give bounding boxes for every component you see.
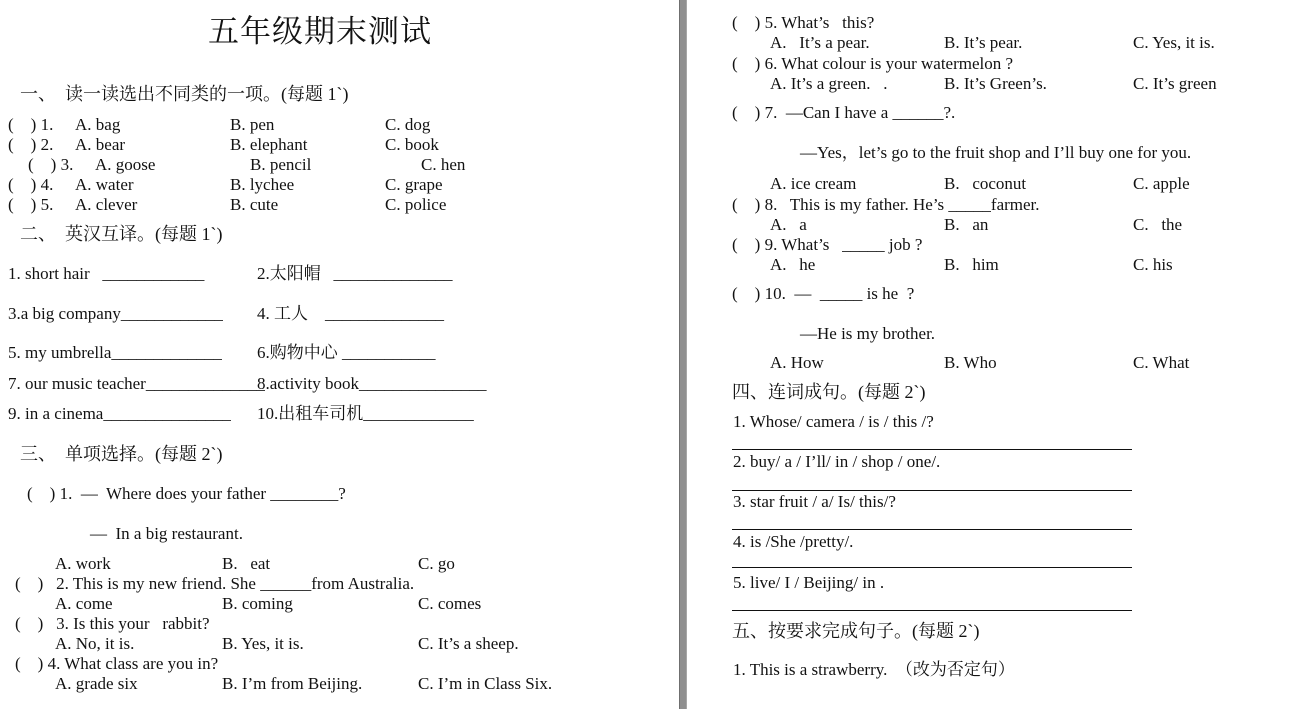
translate-right: 10.出租车司机_____________ xyxy=(257,404,474,423)
option-c: C. It’s green xyxy=(1133,74,1217,93)
translate-right: 6.购物中心 ___________ xyxy=(257,343,436,362)
options-row xyxy=(55,594,481,614)
answer-blank-line xyxy=(732,567,1132,568)
option-c: C. grape xyxy=(385,175,443,194)
answer-paren: ( ) 5. xyxy=(8,195,54,214)
s2-translate-row xyxy=(8,264,453,284)
option-a: A. a xyxy=(770,215,807,234)
s1-question-row xyxy=(8,175,443,195)
answer-blank-line xyxy=(732,610,1132,611)
option-a: A. he xyxy=(770,255,816,274)
sentence-item: 3. star fruit / a/ Is/ this/? xyxy=(733,492,896,511)
option-a: A. It’s a green. . xyxy=(770,74,888,93)
question-reply: —He is my brother. xyxy=(800,324,936,343)
option-c: C. hen xyxy=(421,155,466,174)
question-line: ( ) 9. What’s _____ job ? xyxy=(732,235,923,254)
option-c: C. the xyxy=(1133,215,1183,234)
section5-heading: 五、按要求完成句子。(每题 2`) xyxy=(732,621,980,641)
option-b: B. coming xyxy=(222,594,293,613)
option-c: C. It’s a sheep. xyxy=(418,634,519,653)
options-row xyxy=(770,215,1182,235)
option-c: C. What xyxy=(1133,353,1190,372)
question-line: ( ) 10. — _____ is he ? xyxy=(732,284,915,303)
translate-left: 9. in a cinema_______________ xyxy=(8,404,231,423)
option-a: A. water xyxy=(75,175,134,194)
option-b: B. It’s Green’s. xyxy=(944,74,1047,93)
question-line: ( ) 5. What’s this? xyxy=(732,13,875,32)
translate-left: 5. my umbrella_____________ xyxy=(8,343,222,362)
option-b: B. elephant xyxy=(230,135,308,154)
option-c: C. his xyxy=(1133,255,1173,274)
options-row xyxy=(770,33,1215,53)
section4-heading: 四、连词成句。(每题 2`) xyxy=(732,382,926,402)
s1-question-row xyxy=(28,155,465,175)
page-divider xyxy=(679,0,687,709)
option-a: A. bear xyxy=(75,135,126,154)
option-a: A. How xyxy=(770,353,824,372)
answer-blank-line xyxy=(732,449,1132,450)
sentence-item: 4. is /She /pretty/. xyxy=(733,532,854,551)
translate-left: 1. short hair ____________ xyxy=(8,264,205,283)
option-b: B. lychee xyxy=(230,175,295,194)
question-line: ( ) 4. What class are you in? xyxy=(15,654,219,673)
sentence-item: 1. This is a strawberry. （改为否定句） xyxy=(733,660,1015,679)
question-line: ( ) 7. —Can I have a ______?. xyxy=(732,103,956,122)
options-row xyxy=(770,74,1217,94)
translate-right: 4. 工人 ______________ xyxy=(257,304,444,323)
option-a: A. come xyxy=(55,594,113,613)
option-b: B. pencil xyxy=(250,155,312,174)
options-row xyxy=(770,174,1190,194)
section2-heading: 二、 英汉互译。(每题 1`) xyxy=(20,224,223,244)
options-row xyxy=(55,554,455,574)
question-reply: — In a big restaurant. xyxy=(90,524,243,543)
option-a: A. work xyxy=(55,554,111,573)
question-line: ( ) 3. Is this your rabbit? xyxy=(15,614,210,633)
sentence-item: 5. live/ I / Beijing/ in . xyxy=(733,573,885,592)
option-b: B. an xyxy=(944,215,989,234)
option-b: B. pen xyxy=(230,115,275,134)
translate-right: 8.activity book_______________ xyxy=(257,374,487,393)
translate-left: 3.a big company____________ xyxy=(8,304,223,323)
answer-blank-line xyxy=(732,529,1132,530)
answer-paren: ( ) 3. xyxy=(28,155,74,174)
answer-paren: ( ) 4. xyxy=(8,175,54,194)
option-a: A. It’s a pear. xyxy=(770,33,870,52)
option-c: C. I’m in Class Six. xyxy=(418,674,553,693)
option-c: C. go xyxy=(418,554,455,573)
option-c: C. book xyxy=(385,135,439,154)
option-a: A. No, it is. xyxy=(55,634,135,653)
option-c: C. comes xyxy=(418,594,482,613)
option-a: A. grade six xyxy=(55,674,138,693)
question-line: ( ) 6. What colour is your watermelon ? xyxy=(732,54,1014,73)
options-row xyxy=(55,634,519,654)
option-b: B. It’s pear. xyxy=(944,33,1023,52)
options-row xyxy=(55,674,552,694)
sentence-item: 1. Whose/ camera / is / this /? xyxy=(733,412,934,431)
option-b: B. eat xyxy=(222,554,271,573)
translate-left: 7. our music teacher______________ xyxy=(8,374,265,393)
s2-translate-row xyxy=(8,374,486,394)
option-c: C. dog xyxy=(385,115,431,134)
option-b: B. cute xyxy=(230,195,279,214)
s2-translate-row xyxy=(8,404,474,424)
answer-paren: ( ) 2. xyxy=(8,135,54,154)
option-a: A. ice cream xyxy=(770,174,857,193)
option-b: B. coconut xyxy=(944,174,1027,193)
option-b: B. Yes, it is. xyxy=(222,634,304,653)
option-b: B. I’m from Beijing. xyxy=(222,674,363,693)
answer-blank-line xyxy=(732,490,1132,491)
option-c: C. apple xyxy=(1133,174,1190,193)
options-row xyxy=(770,353,1189,373)
s2-translate-row xyxy=(8,304,444,324)
s1-question-row xyxy=(8,195,446,215)
exam-title: 五年级期末测试 xyxy=(208,14,432,49)
sentence-item: 2. buy/ a / I’ll/ in / shop / one/. xyxy=(733,452,941,471)
section3-heading: 三、 单项选择。(每题 2`) xyxy=(20,444,223,464)
option-a: A. goose xyxy=(95,155,156,174)
page-right xyxy=(688,0,1299,709)
translate-right: 2.太阳帽 ______________ xyxy=(257,264,453,283)
option-c: C. Yes, it is. xyxy=(1133,33,1215,52)
s1-question-row xyxy=(8,115,430,135)
option-c: C. police xyxy=(385,195,447,214)
option-a: A. clever xyxy=(75,195,138,214)
section1-heading: 一、 读一读选出不同类的一项。(每题 1`) xyxy=(20,84,349,104)
answer-paren: ( ) 1. xyxy=(8,115,54,134)
s2-translate-row xyxy=(8,343,436,363)
option-b: B. him xyxy=(944,255,999,274)
option-a: A. bag xyxy=(75,115,121,134)
option-b: B. Who xyxy=(944,353,997,372)
question-line: ( ) 1. — Where does your father ________? xyxy=(27,484,346,503)
s1-question-row xyxy=(8,135,439,155)
question-line: ( ) 2. This is my new friend. She ______from Australia. xyxy=(15,574,415,593)
options-row xyxy=(770,255,1173,275)
question-reply: —Yes，let’s go to the fruit shop and I’ll buy one for you. xyxy=(800,143,1192,162)
question-line: ( ) 8. This is my father. He’s _____farmer. xyxy=(732,195,1040,214)
